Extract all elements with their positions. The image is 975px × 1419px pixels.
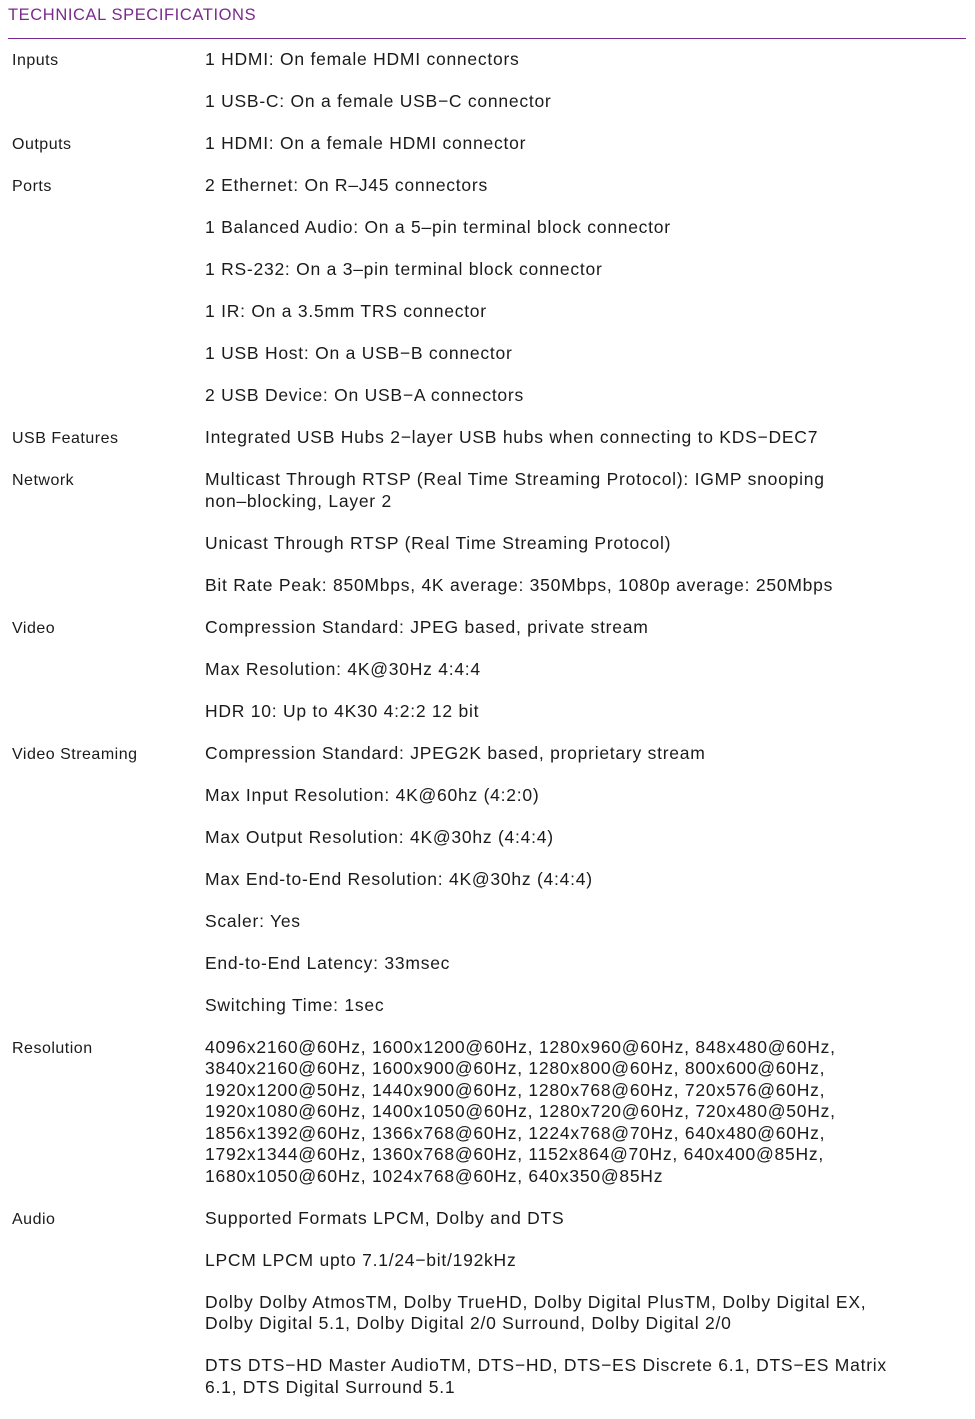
spec-values	[205, 1208, 962, 1419]
title-divider	[8, 38, 966, 39]
spec-row-usb-features	[12, 427, 962, 469]
spec-value: Unicast Through RTSP (Real Time Streaming Protocol)	[205, 532, 672, 553]
spec-value: Bit Rate Peak: 850Mbps, 4K average: 350Mbps, 1080p average: 250Mbps	[205, 574, 834, 595]
spec-value: Max Resolution: 4K@30Hz 4:4:4	[205, 658, 481, 679]
spec-value: Max Input Resolution: 4K@60hz (4:2:0)	[205, 784, 540, 805]
spec-label: USB Features	[12, 430, 119, 447]
spec-label: Inputs	[12, 52, 59, 69]
spec-label: Resolution	[12, 1039, 93, 1057]
spec-value: Multicast Through RTSP (Real Time Streaming Protocol): IGMP snooping non–blocking, Layer 2	[205, 469, 825, 511]
spec-values	[205, 427, 962, 469]
spec-values	[205, 469, 962, 617]
spec-row-outputs	[12, 133, 962, 175]
spec-value: Integrated USB Hubs 2−layer USB hubs when connecting to KDS−DEC7	[205, 427, 819, 447]
spec-value: 2 Ethernet: On R–J45 connectors	[205, 175, 488, 195]
spec-value: 1 HDMI: On a female HDMI connector	[205, 133, 527, 153]
spec-value: LPCM LPCM upto 7.1/24−bit/192kHz	[205, 1249, 517, 1270]
spec-values	[205, 49, 962, 133]
spec-value: DTS DTS−HD Master AudioTM, DTS−HD, DTS−ES Discrete 6.1, DTS−ES Matrix 6.1, DTS Digital Surround 5.1	[205, 1355, 887, 1397]
spec-value: Scaler: Yes	[205, 910, 301, 931]
spec-values	[205, 175, 962, 427]
spec-values	[205, 133, 962, 175]
spec-row-video	[12, 617, 962, 743]
spec-value: 4096x2160@60Hz, 1600x1200@60Hz, 1280x960@60Hz, 848x480@60Hz, 3840x2160@60Hz, 1600x900@60Hz, 1280x800@60Hz, 800x600@60Hz, 1920x1200@50Hz, 1440x900@60Hz, 1280x768@60Hz, 720x576@60Hz, 1920x1080@60Hz, 1400x1050@60Hz, 1280x720@60Hz, 720x480@50Hz, 1856x1392@60Hz, 1366x768@60Hz, 1224x768@70Hz, 640x480@60Hz, 1792x1344@60Hz, 1360x768@60Hz, 1152x864@70Hz, 640x400@85Hz, 1680x1050@60Hz, 1024x768@60Hz, 640x350@85Hz	[205, 1036, 836, 1186]
spec-value: 1 USB Host: On a USB−B connector	[205, 343, 513, 363]
spec-value: Compression Standard: JPEG based, private stream	[205, 616, 649, 637]
spec-table	[12, 49, 962, 1419]
spec-label: Video	[12, 619, 56, 637]
spec-value: 1 IR: On a 3.5mm TRS connector	[205, 301, 487, 321]
spec-value: HDR 10: Up to 4K30 4:2:2 12 bit	[205, 700, 480, 721]
spec-label: Outputs	[12, 136, 72, 153]
spec-value: Max Output Resolution: 4K@30hz (4:4:4)	[205, 826, 554, 847]
section-title: TECHNICAL SPECIFICATIONS	[8, 6, 257, 24]
spec-values	[205, 1037, 962, 1208]
spec-value: Max End-to-End Resolution: 4K@30hz (4:4:4)	[205, 868, 593, 889]
spec-row-inputs	[12, 49, 962, 133]
spec-row-network	[12, 469, 962, 617]
spec-label: Ports	[12, 178, 52, 195]
spec-value: End-to-End Latency: 33msec	[205, 952, 451, 973]
spec-row-ports	[12, 175, 962, 427]
spec-label: Network	[12, 472, 75, 489]
spec-label: Audio	[12, 1210, 56, 1228]
spec-value: Dolby Dolby AtmosTM, Dolby TrueHD, Dolby Digital PlusTM, Dolby Digital EX, Dolby Digital 5.1, Dolby Digital 2/0 Surround, Dolby Digital 2/0	[205, 1291, 867, 1333]
spec-row-resolution	[12, 1037, 962, 1208]
spec-value: 2 USB Device: On USB−A connectors	[205, 385, 524, 405]
spec-row-audio	[12, 1208, 962, 1419]
spec-value: Compression Standard: JPEG2K based, proprietary stream	[205, 742, 706, 763]
spec-values	[205, 617, 962, 743]
spec-value: 1 HDMI: On female HDMI connectors	[205, 49, 520, 69]
spec-values	[205, 743, 962, 1037]
spec-value: 1 RS-232: On a 3–pin terminal block connector	[205, 259, 603, 279]
spec-value: Switching Time: 1sec	[205, 994, 385, 1015]
spec-value: 1 Balanced Audio: On a 5–pin terminal block connector	[205, 217, 671, 237]
spec-value: Supported Formats LPCM, Dolby and DTS	[205, 1207, 565, 1228]
spec-value: 1 USB-C: On a female USB−C connector	[205, 91, 552, 111]
spec-label: Video Streaming	[12, 745, 138, 763]
spec-row-video-streaming	[12, 743, 962, 1037]
